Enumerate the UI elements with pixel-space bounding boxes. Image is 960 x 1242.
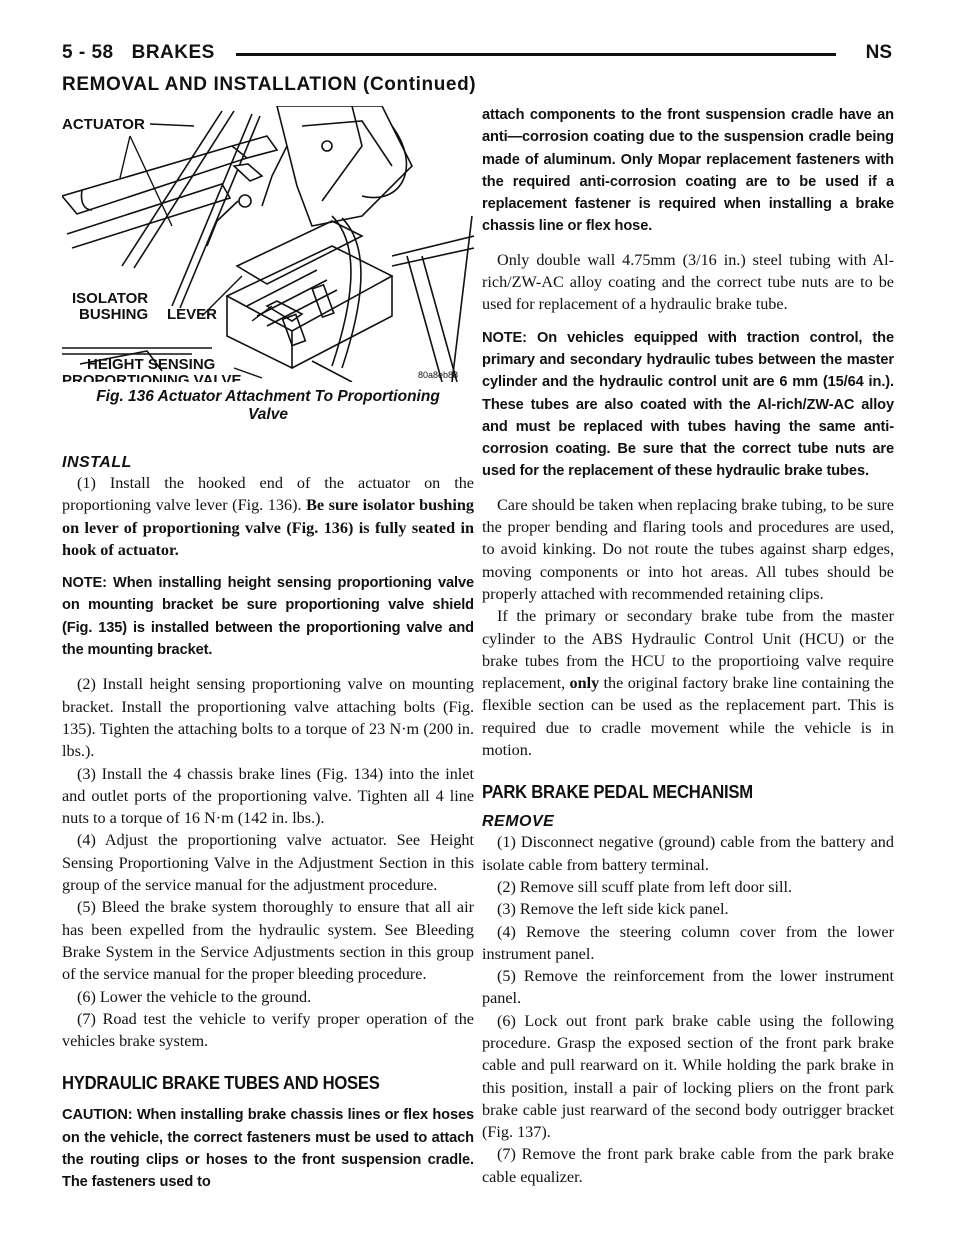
label-lever: LEVER bbox=[167, 306, 218, 323]
section-title: BRAKES bbox=[131, 42, 215, 63]
caution-fasteners: CAUTION: When installing brake chassis lines or flex hoses on the vehicle, the correct fasteners must be used to attach the routing clips or hoses to the front suspension cradle. The fasteners used to bbox=[62, 1107, 474, 1191]
actuator-illustration bbox=[62, 106, 474, 382]
step-1-bold: Be sure isolator bushing on lever of proportioning valve (Fig. 136) is fully seated in hook of actuator. bbox=[62, 496, 474, 559]
remove-step-3: (3) Remove the left side kick panel. bbox=[497, 900, 729, 919]
install-step-3: (3) Install the 4 chassis brake lines (Fig. 134) into the inlet and outlet ports of the proportioning valve. Tighten all 4 line nuts to a torque of 16 N·m (142 in. lbs.). bbox=[62, 764, 474, 828]
right-column bbox=[482, 104, 894, 1188]
page-number: 5 - 58 bbox=[62, 42, 114, 63]
install-step-1 bbox=[62, 472, 474, 561]
install-step-5: (5) Bleed the brake system thoroughly to ensure that all air has been expelled from the hydraulic system. See Bleeding Brake System in the Service Adjustments section in this group of the service manual for the proper bleeding procedure. bbox=[62, 898, 474, 984]
install-step-2: (2) Install height sensing proportioning valve on mounting bracket. Install the proportioning valve attaching bolts (Fig. 135). Tighten the attaching bolts to a torque of 23 N·m (200 in. lbs.). bbox=[62, 675, 474, 761]
caution-continued: attach components to the front suspension cradle have an anti—corrosion coating due to the suspension cradle being made of aluminum. Only Mopar replacement fasteners with the required anti-corrosion coating are to be used if a replacement fastener is required when installing a brake chassis line or flex hose. bbox=[482, 107, 894, 235]
remove-heading: REMOVE bbox=[482, 813, 555, 831]
caption-line-2: Valve bbox=[248, 406, 288, 423]
install-step-4: (4) Adjust the proportioning valve actuator. See Height Sensing Proportioning Valve in the Adjustment Section in this group of the service manual for the adjustment procedure. bbox=[62, 831, 474, 895]
step-1-text: (1) Install the hooked end of the actuator on the proportioning valve lever (Fig. 136). bbox=[62, 474, 474, 515]
left-column bbox=[62, 454, 474, 1194]
remove-step-1: (1) Disconnect negative (ground) cable from the battery and isolate cable from battery terminal. bbox=[482, 833, 894, 874]
tubing-paragraph: Only double wall 4.75mm (3/16 in.) steel tubing with Al-rich/ZW-AC alloy coating and the correct tube nuts are to be used for replacement of a hydraulic brake tube. bbox=[482, 250, 894, 314]
remove-step-6: (6) Lock out front park brake cable using the following procedure. Grasp the exposed section of the front park brake cable and pull rearward on it. While holding the park brake in this position, install a pair of locking pliers on the front park brake cable just rearward of the second body outrigger bracket (Fig. 137). bbox=[482, 1011, 894, 1142]
figure-136 bbox=[62, 106, 474, 382]
park-brake-heading: PARK BRAKE PEDAL MECHANISM bbox=[482, 781, 753, 803]
primary-tube-paragraph bbox=[482, 605, 894, 761]
note-traction-control: NOTE: On vehicles equipped with traction control, the primary and secondary hydraulic tubes between the master cylinder and the hydraulic control unit are 6 mm (15/64 in.). These tubes are also coated with the Al-rich/ZW-AC alloy and must be replaced with tubes having the same anti-corrosion coating. Be sure that the correct tube nuts are used for the replacement of these hydraulic brake tubes. bbox=[482, 329, 894, 480]
page-header-left bbox=[62, 42, 215, 64]
install-step-6: (6) Lower the vehicle to the ground. bbox=[77, 987, 312, 1006]
header-rule bbox=[236, 53, 836, 56]
section-continued-title: REMOVAL AND INSTALLATION (Continued) bbox=[62, 74, 477, 95]
install-step-7: (7) Road test the vehicle to verify proper operation of the vehicles brake system. bbox=[62, 1009, 474, 1051]
label-actuator: ACTUATOR bbox=[62, 116, 145, 133]
primary-text-a: If the primary or secondary brake tube from the master cylinder to the ABS Hydraulic Control Unit (HCU) or the brake tubes from the HCU to the proportioing valve require replacement, bbox=[482, 607, 894, 693]
primary-text-c: the original factory brake line containing the flexible section can be used as the replacement part. This is required due to cradle movement while the vehicle is in motion. bbox=[482, 674, 894, 760]
model-code: NS bbox=[865, 42, 892, 63]
figure-caption bbox=[62, 388, 474, 424]
remove-step-7: (7) Remove the front park brake cable from the park brake cable equalizer. bbox=[482, 1145, 894, 1186]
label-bushing: BUSHING bbox=[79, 306, 149, 323]
remove-step-4: (4) Remove the steering column cover from the lower instrument panel. bbox=[482, 922, 894, 963]
primary-text-only: only bbox=[569, 674, 600, 693]
figure-code: 80a8eb88 bbox=[418, 370, 459, 380]
remove-step-5: (5) Remove the reinforcement from the lower instrument panel. bbox=[482, 967, 894, 1008]
tubes-hoses-heading: HYDRAULIC BRAKE TUBES AND HOSES bbox=[62, 1072, 380, 1094]
caption-line-1: Fig. 136 Actuator Attachment To Proportioning bbox=[96, 388, 440, 405]
label-height-sensing: HEIGHT SENSING bbox=[87, 356, 216, 373]
install-heading: INSTALL bbox=[62, 454, 132, 471]
care-paragraph: Care should be taken when replacing brake tubing, to be sure the proper bending and flaring tools and procedures are used, to avoid kinking. Do not route the tubes against sharp edges, moving components or into hot areas. All tubes should be properly attached with recommended retaining clips. bbox=[482, 495, 894, 603]
label-isolator: ISOLATOR bbox=[72, 290, 149, 307]
note-shield: NOTE: When installing height sensing proportioning valve on mounting bracket be sure proportioning valve shield (Fig. 135) is installed between the proportioning valve and the mounting bracket. bbox=[62, 575, 474, 659]
label-proportioning-valve: PROPORTIONING VALVE bbox=[62, 372, 242, 382]
remove-step-2: (2) Remove sill scuff plate from left door sill. bbox=[497, 877, 793, 896]
